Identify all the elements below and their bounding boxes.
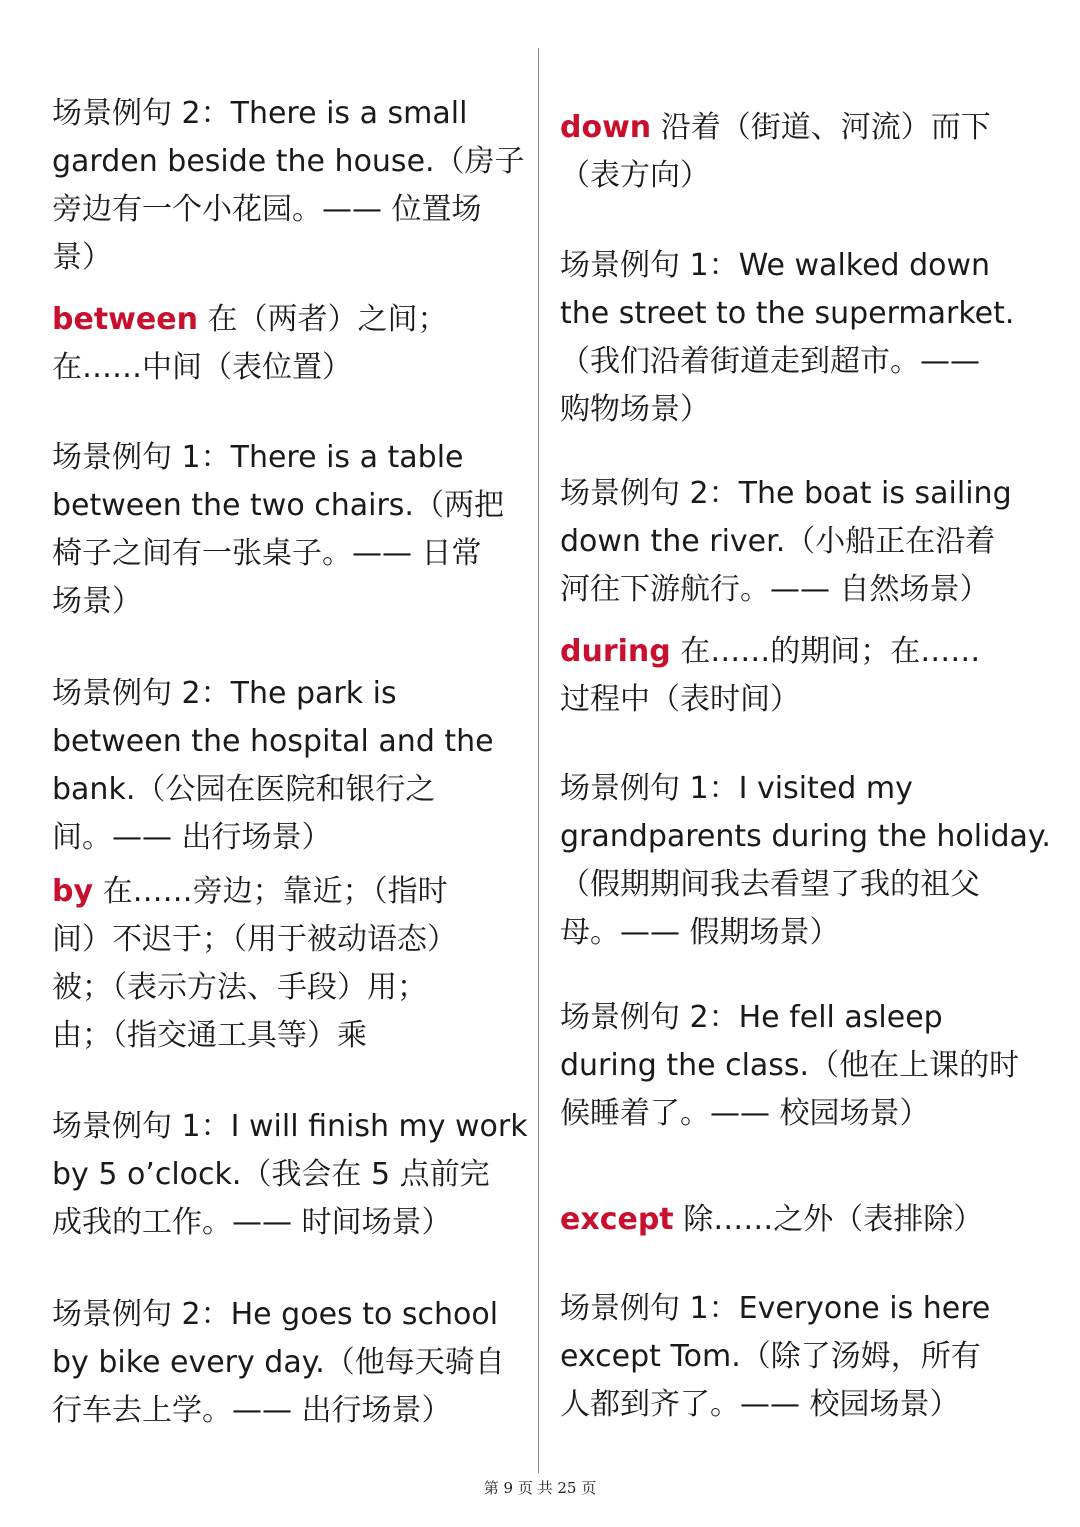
text-line [560,338,1046,386]
text-line [52,718,530,766]
example-sentence [560,242,1046,434]
line-text: during the class.（他在上课的时 [560,1048,1020,1083]
line-text: garden beside the house.（房子 [52,144,525,179]
line-text: 除……之外（表排除） [673,1202,984,1237]
line-text: 场景例句 2：There is a small [52,96,468,131]
line-text: 场景例句 1：We walked down [560,248,991,283]
line-text: 场景例句 1：I will finish my work [52,1109,528,1144]
text-line [52,814,530,862]
line-text: 间。—— 出行场景） [52,820,332,855]
text-line [52,916,530,964]
vocab-entry-down [560,104,1046,200]
vocab-keyword: between [52,302,198,337]
text-line [52,482,530,530]
text-line [52,1151,530,1199]
line-text: 在（两者）之间； [197,302,448,337]
line-text: 购物场景） [560,392,710,427]
text-line [560,386,1046,434]
text-line [52,530,530,578]
line-text: 场景） [52,584,142,619]
line-text: by bike every day.（他每天骑自 [52,1345,505,1380]
example-sentence [52,670,530,862]
line-text: by 5 o’clock.（我会在 5 点前完 [52,1157,490,1192]
example-sentence [52,1291,530,1435]
vocab-keyword: except [560,1202,674,1237]
example-sentence [52,434,530,626]
line-text: 人都到齐了。—— 校园场景） [560,1387,960,1422]
text-line [560,152,1046,200]
text-line [560,676,1046,724]
line-text: 景） [52,240,112,275]
text-line [560,1196,1046,1244]
text-line [52,670,530,718]
line-text: bank.（公园在医院和银行之 [52,772,436,807]
line-text: grandparents during the holiday. [560,819,1051,854]
vocab-entry-between [52,296,530,392]
line-text: （假期期间我去看望了我的祖父 [560,867,980,902]
example-sentence [52,1103,530,1247]
text-line [52,868,530,916]
line-text: 场景例句 2：The boat is sailing [560,476,1012,511]
text-line [52,90,530,138]
line-text: 场景例句 2：He goes to school [52,1297,499,1332]
line-text: 场景例句 1：There is a table [52,440,464,475]
line-text: 被；（表示方法、手段）用； [52,970,427,1005]
text-line [560,290,1046,338]
example-sentence [560,1285,1046,1429]
text-line [560,765,1046,813]
text-line [560,242,1046,290]
line-text: 在……中间（表位置） [52,350,352,385]
line-text: （表方向） [560,158,710,193]
line-text: 候睡着了。—— 校园场景） [560,1096,930,1131]
text-line [52,964,530,1012]
text-line [560,994,1046,1042]
line-text: 沿着（街道、河流）而下 [651,110,991,145]
vocab-keyword: down [560,110,652,145]
line-text: 间）不迟于；（用于被动语态） [52,922,457,957]
line-text: except Tom.（除了汤姆，所有 [560,1339,981,1374]
text-line [560,861,1046,909]
text-line [560,518,1046,566]
text-line [52,1103,530,1151]
line-text: 成我的工作。—— 时间场景） [52,1205,452,1240]
text-line [52,434,530,482]
line-text: down the river.（小船正在沿着 [560,524,996,559]
text-line [560,909,1046,957]
line-text: 行车去上学。—— 出行场景） [52,1393,452,1428]
vocab-keyword: by [52,874,94,909]
text-line [52,1339,530,1387]
line-text: between the two chairs.（两把 [52,488,504,523]
vocab-entry-during [560,628,1046,724]
page-number-footer: 第 9 页 共 25 页 [483,1479,597,1497]
line-text: between the hospital and the [52,724,494,759]
text-line [560,1381,1046,1429]
line-text: 场景例句 1：I visited my [560,771,913,806]
text-line [52,296,530,344]
text-line [560,1090,1046,1138]
line-text: 过程中（表时间） [560,682,800,717]
line-text: 场景例句 1：Everyone is here [560,1291,991,1326]
text-line [560,104,1046,152]
example-sentence [560,765,1051,957]
column-divider [538,48,539,1473]
text-line [52,344,530,392]
text-line [52,1012,530,1060]
text-line [52,138,530,186]
example-sentence [560,470,1046,614]
example-sentence [52,90,530,282]
vocab-entry-by [52,868,530,1060]
text-line [52,186,530,234]
text-line [52,234,530,282]
line-text: 旁边有一个小花园。—— 位置场 [52,192,482,227]
example-sentence [560,994,1046,1138]
line-text: 在……旁边；靠近；（指时 [93,874,448,909]
text-line [560,1285,1046,1333]
line-text: 场景例句 2：The park is [52,676,397,711]
line-text: 在……的期间；在…… [670,634,981,669]
text-line [560,628,1046,676]
text-line [52,1199,530,1247]
text-line [560,566,1046,614]
line-text: 由；（指交通工具等）乘 [52,1018,367,1053]
text-line [560,813,1051,861]
line-text: 河往下游航行。—— 自然场景） [560,572,990,607]
line-text: the street to the supermarket. [560,296,1015,331]
line-text: 母。—— 假期场景） [560,915,840,950]
line-text: 场景例句 2：He fell asleep [560,1000,943,1035]
line-text: （我们沿着街道走到超市。—— [560,344,980,379]
text-line [52,1291,530,1339]
vocab-entry-except [560,1196,1046,1244]
text-line [560,1042,1046,1090]
vocab-keyword: during [560,634,671,669]
text-line [52,766,530,814]
text-line [52,578,530,626]
text-line [52,1387,530,1435]
text-line [560,470,1046,518]
text-line [560,1333,1046,1381]
line-text: 椅子之间有一张桌子。—— 日常 [52,536,482,571]
